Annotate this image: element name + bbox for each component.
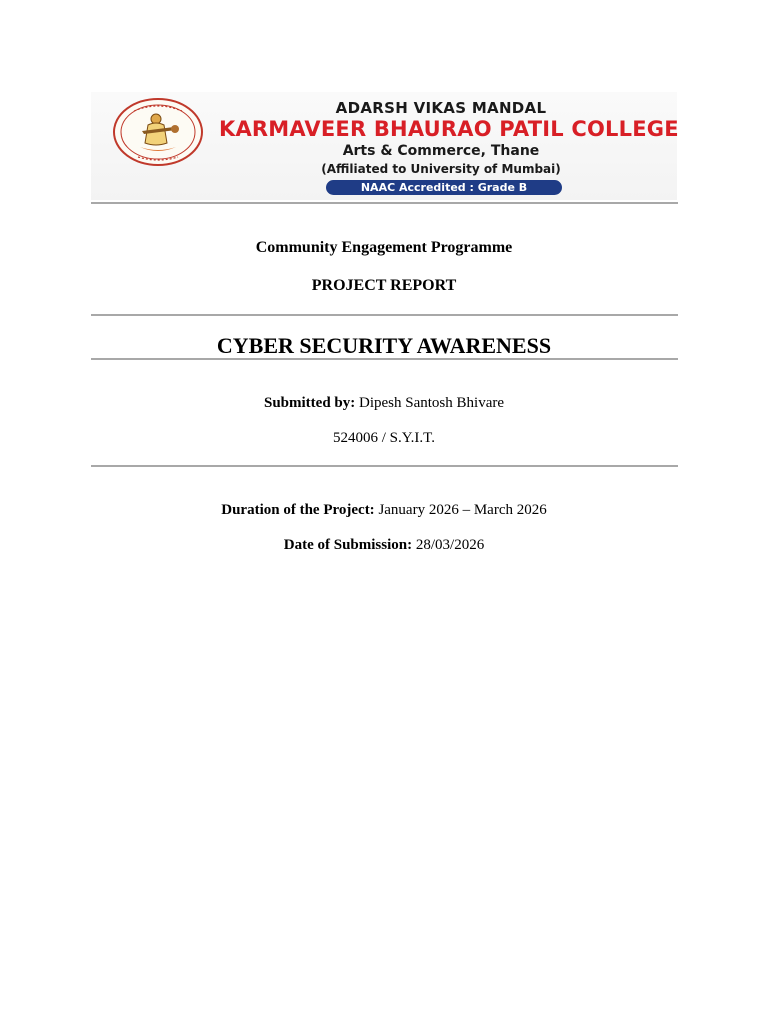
college-name: KARMAVEER BHAURAO PATIL COLLEGE [219,117,679,141]
duration-value: January 2026 – March 2026 [378,502,547,518]
submission-date-line [0,537,768,554]
duration-line [0,502,768,519]
roll-class: 524006 / S.Y.I.T. [333,430,435,446]
organization-name: ADARSH VIKAS MANDAL [335,99,547,117]
college-header-banner [91,92,677,200]
title-bottom-divider [91,358,678,360]
saraswati-emblem-icon [112,97,204,167]
title-top-divider [91,314,678,316]
student-name: Dipesh Santosh Bhivare [359,395,504,411]
accreditation-badge: NAAC Accredited : Grade B [326,180,562,195]
report-title: CYBER SECURITY AWARENESS [216,333,552,358]
submission-divider [91,465,678,467]
header-divider [91,202,678,204]
date-label: Date of Submission: [283,537,413,553]
submitted-by-label: Submitted by: [263,395,356,411]
college-affiliation: (Affiliated to University of Mumbai) [321,162,561,176]
programme-heading: Community Engagement Programme [255,239,513,256]
submitted-by-line [0,395,768,412]
report-type-heading: PROJECT REPORT [311,277,457,294]
college-stream: Arts & Commerce, Thane [342,143,540,159]
duration-label: Duration of the Project: [221,502,375,518]
date-value: 28/03/2026 [415,537,485,553]
